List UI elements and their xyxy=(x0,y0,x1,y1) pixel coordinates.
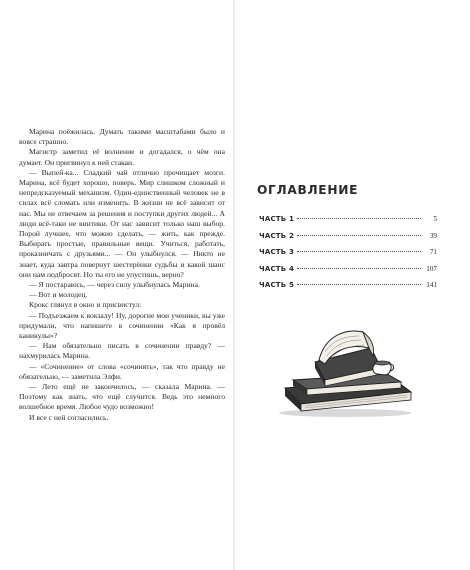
story-text xyxy=(19,127,225,423)
toc-leader-dots xyxy=(297,251,421,252)
toc-entry-page: 141 xyxy=(426,281,437,289)
paragraph: Марина поёжилась. Думать такими масштабами было и вовсе страшно. xyxy=(19,127,225,147)
table-of-contents xyxy=(259,211,437,294)
toc-entry-label: ЧАСТЬ 5 xyxy=(259,281,295,289)
toc-entry-page: 5 xyxy=(433,215,437,223)
paragraph: — Подъезжаем к вокзалу! Ну, дорогие мои ученики, вы уже придумали, что напишете в сочинении «Как я провёл каникулы»? xyxy=(19,310,225,341)
paragraph: И все с ней согласились. xyxy=(29,412,109,422)
toc-title: ОГЛАВЛЕНИЕ xyxy=(257,183,359,197)
toc-entry-part-4[interactable] xyxy=(259,261,437,278)
toc-entry-page: 39 xyxy=(429,231,437,240)
paragraph: — Нам обязательно писать в сочинении правду? — нахмурилась Марина. xyxy=(19,341,225,361)
paragraph: — «Сочинение» от слова «сочинять», так что правду не обязательно, — заметила Элфи. xyxy=(19,361,225,381)
toc-entry-part-3[interactable] xyxy=(259,244,437,261)
right-page xyxy=(236,0,470,570)
toc-entry-page: 107 xyxy=(426,264,437,273)
toc-leader-dots xyxy=(297,268,421,269)
toc-leader-dots xyxy=(297,218,421,219)
toc-entry-label: ЧАСТЬ 1 xyxy=(259,215,295,223)
paragraph: Магистр заметил её волнение и догадался, о чём она думает. Он пригвинул к ней стакан. xyxy=(19,147,225,167)
paragraph: — Вот и молодец. xyxy=(29,290,88,300)
toc-leader-dots xyxy=(297,235,421,236)
stack-of-books-icon xyxy=(275,318,415,418)
toc-entry-part-5[interactable] xyxy=(259,277,437,294)
book-gutter xyxy=(233,0,235,570)
toc-entry-label: ЧАСТЬ 2 xyxy=(259,231,295,240)
paragraph: — Я постараюсь, — через силу улыбнулась Марина. xyxy=(29,280,200,290)
toc-entry-label: ЧАСТЬ 4 xyxy=(259,264,295,273)
paragraph: Крокс глянул в окно и присвистул: xyxy=(29,300,142,310)
paragraph: — Выпей-ка... Сладкий чай отлично прочищает мозги. Марина, всё будет хорошо, поверь. Мир слишком сложный и непредсказуемый механизм. Один-единственный человек не в силах всё сломать или изменить. В жизни не всё зависит от нас. Мы не отвечаем за решения и поступки других людей... А люди всё-таки не винтики. От нас зависит только наш выбор. Порой лучшее, что можно сделать, — жить, как прежде. Выбирать простые, правильные вещи. Учиться, работать, проказничать с друзьями... — Он улыбнулся. — Никто не знает, куда завтра повернут шестерёнки судьбы и какой шанс они нам подбросят. Но ты его не упустишь, верно? xyxy=(19,167,225,279)
toc-entry-part-2[interactable] xyxy=(259,228,437,245)
toc-entry-page: 71 xyxy=(429,248,437,256)
toc-entry-part-1[interactable] xyxy=(259,211,437,228)
paragraph: — Лето ещё не закончилось, — сказала Марина. — Поэтому как знать, что ещё случится. Ведь это немного волшебное время. Любое чудо возможно! xyxy=(19,382,225,412)
toc-entry-label: ЧАСТЬ 3 xyxy=(259,248,295,256)
toc-leader-dots xyxy=(297,284,421,285)
